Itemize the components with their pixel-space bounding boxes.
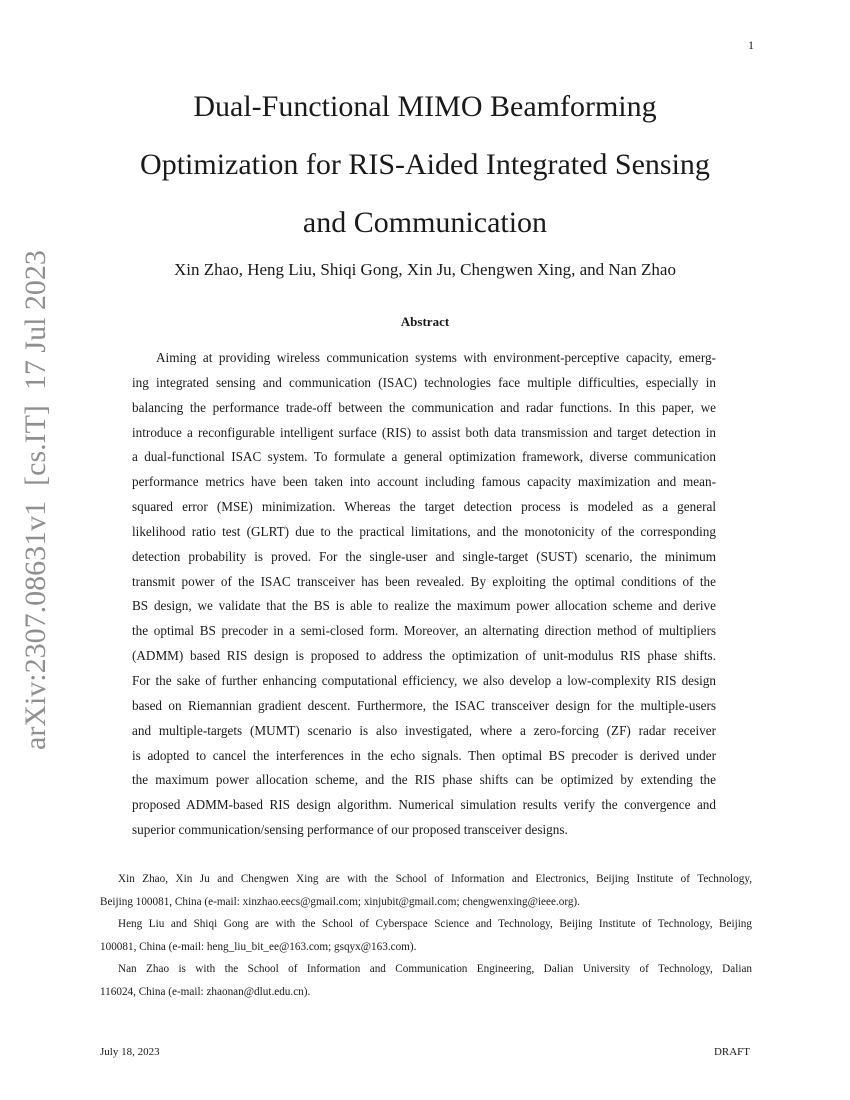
abstract-line: squared error (MSE) minimization. Whereas the target detection process is modeled as a general xyxy=(132,499,716,515)
abstract-line: a dual-functional ISAC system. To formulate a general optimization framework, diverse communication xyxy=(132,449,716,465)
abstract-line: superior communication/sensing performance of our proposed transceiver designs. xyxy=(132,822,568,838)
abstract-line: proposed ADMM-based RIS design algorithm. Numerical simulation results verify the convergence and xyxy=(132,797,716,813)
abstract-line: introduce a reconfigurable intelligent surface (RIS) to assist both data transmission and target detection in xyxy=(132,424,716,440)
abstract-line: balancing the performance trade-off between the communication and radar functions. In this paper, we xyxy=(132,399,716,415)
footer-date: July 18, 2023 xyxy=(100,1046,160,1058)
author-list: Xin Zhao, Heng Liu, Shiqi Gong, Xin Ju, Chengwen Xing, and Nan Zhao xyxy=(174,260,676,279)
affiliation-line: Nan Zhao is with the School of Information and Communication Engineering, Dalian University of Technology, Dalian xyxy=(118,963,752,976)
abstract-line: Aiming at providing wireless communication systems with environment-perceptive capacity, emerg- xyxy=(156,350,716,365)
abstract-line: ing integrated sensing and communication (ISAC) technologies face multiple difficulties, especially in xyxy=(132,374,716,390)
abstract-body xyxy=(132,346,716,843)
affiliation-line: Xin Zhao, Xin Ju and Chengwen Xing are with the School of Information and Electronics, Beijing Institute of Technology, xyxy=(118,873,752,885)
arxiv-identifier-stamp[interactable]: arXiv:2307.08631v1 [cs.IT] 17 Jul 2023 xyxy=(19,250,52,750)
affiliation-line: Beijing 100081, China (e-mail: xinzhao.eecs@gmail.com; xinjubit@gmail.com; chengwenxing@ieee.org). xyxy=(100,895,580,908)
footer-draft-label: DRAFT xyxy=(713,1046,750,1058)
paper-title xyxy=(80,78,770,252)
page-number: 1 xyxy=(748,38,754,52)
affiliation-line: 116024, China (e-mail: zhaonan@dlut.edu.cn). xyxy=(100,985,311,998)
abstract-line: the maximum power allocation scheme, and the RIS phase shifts can be optimized by extending the xyxy=(132,772,716,788)
abstract-line: performance metrics have been taken into account including famous capacity maximization and mean- xyxy=(132,474,716,490)
author-affiliations xyxy=(100,868,752,1004)
title-line: Optimization for RIS-Aided Integrated Sensing xyxy=(140,148,710,181)
abstract-line: detection probability is proved. For the single-user and single-target (SUST) scenario, the minimum xyxy=(132,548,716,564)
abstract-line: BS design, we validate that the BS is able to realize the maximum power allocation scheme and derive xyxy=(132,598,716,614)
abstract-line: is adopted to cancel the interferences in the echo signals. Then optimal BS precoder is derived under xyxy=(132,747,716,763)
abstract-line: For the sake of further enhancing computational efficiency, we also develop a low-complexity RIS design xyxy=(132,672,716,688)
title-line: and Communication xyxy=(302,206,548,239)
abstract-line: (ADMM) based RIS design is proposed to address the optimization of unit-modulus RIS phase shifts. xyxy=(132,648,716,664)
title-line: Dual-Functional MIMO Beamforming xyxy=(193,90,657,123)
abstract-line: transmit power of the ISAC transceiver has been revealed. By exploiting the optimal conditions of the xyxy=(132,573,716,589)
abstract-line: based on Riemannian gradient descent. Furthermore, the ISAC transceiver design for the multiple-users xyxy=(132,697,716,713)
abstract-line: the optimal BS precoder in a semi-closed form. Moreover, an alternating direction method of multipliers xyxy=(132,623,716,639)
abstract-line: likelihood ratio test (GLRT) due to the practical limitations, and the monotonicity of the corresponding xyxy=(132,523,716,539)
abstract-line: and multiple-targets (MUMT) scenario is also investigated, where a zero-forcing (ZF) radar receiver xyxy=(132,722,716,738)
abstract-heading: Abstract xyxy=(400,314,450,329)
affiliation-line: 100081, China (e-mail: heng_liu_bit_ee@163.com; gsqyx@163.com). xyxy=(100,940,417,953)
affiliation-line: Heng Liu and Shiqi Gong are with the School of Cyberspace Science and Technology, Beijing Institute of Technology, Beijing xyxy=(118,918,752,931)
